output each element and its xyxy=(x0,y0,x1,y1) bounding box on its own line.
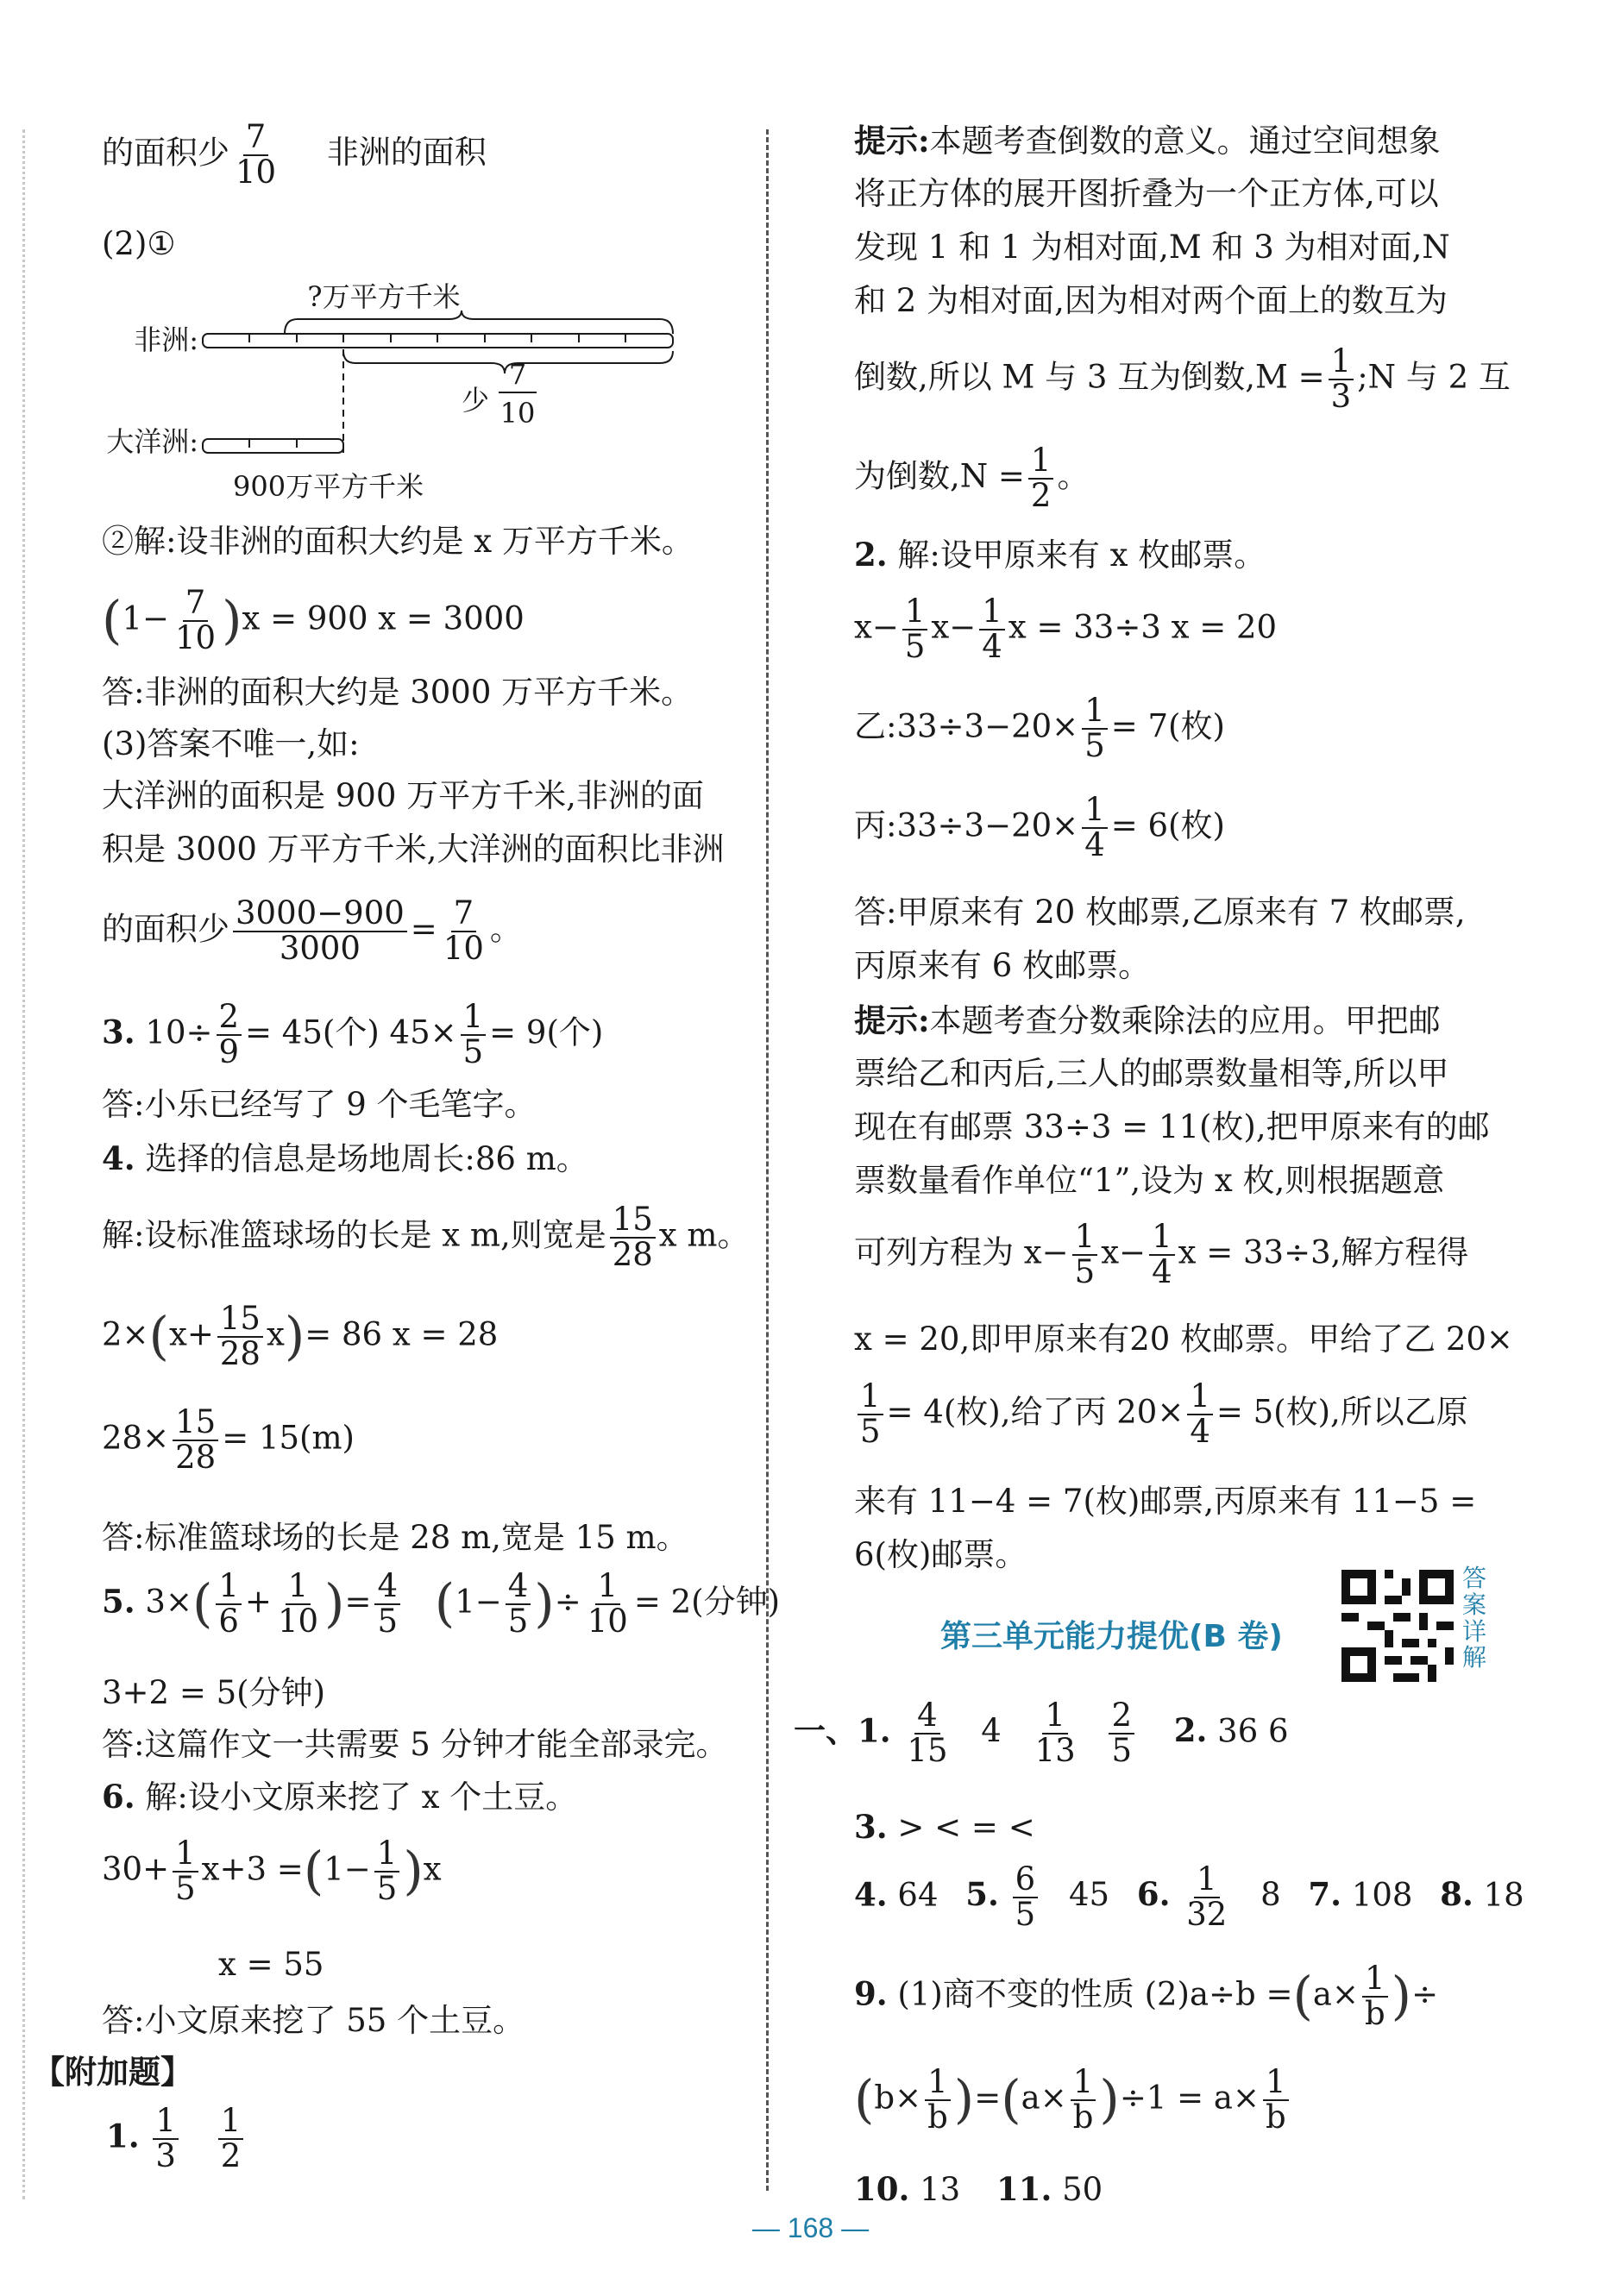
hint-1: 提示:本题考查倒数的意义。通过空间想象 xyxy=(854,122,1441,160)
line: 答:标准篮球场的长是 28 m,宽是 15 m。 xyxy=(102,1519,688,1556)
africa-ticks xyxy=(249,334,625,342)
line: ②解:设非洲的面积大约是 x 万平方千米。 xyxy=(102,523,694,560)
line: 现在有邮票 33÷3 = 11(枚),把甲原来有的邮 xyxy=(854,1108,1490,1145)
line: 答:小文原来挖了 55 个土豆。 xyxy=(102,2002,525,2039)
question-2: 2. 解:设甲原来有 x 枚邮票。 xyxy=(854,536,1266,574)
fraction: $\frac{7}{10}$ xyxy=(236,118,277,191)
equation-line: 2×(x+ $\frac{15}{28}$ x)= 86 x = 28 xyxy=(102,1300,499,1372)
binding-edge xyxy=(22,129,28,2199)
less-denominator: 10 xyxy=(499,397,536,430)
answers-10-11: 10. 13 11. 50 xyxy=(854,2170,1103,2208)
oceania-bar xyxy=(203,439,343,453)
fraction: $\frac{7}{10}$ xyxy=(443,894,484,967)
qr-caption: 答案详解 xyxy=(1462,1564,1487,1672)
fraction: $\frac{7}{10}$ xyxy=(174,584,217,656)
line: 6(枚)邮票。 xyxy=(854,1536,1027,1573)
line: 积是 3000 万平方千米,大洋洲的面积比非洲 xyxy=(102,831,725,868)
line: 丙原来有 6 枚邮票。 xyxy=(854,947,1151,984)
line: 来有 11−4 = 7(枚)邮票,丙原来有 11−5 = xyxy=(854,1483,1477,1520)
oceania-ticks xyxy=(249,439,297,448)
line: 答:这篇作文一共需要 5 分钟才能全部录完。 xyxy=(102,1726,728,1763)
segment-diagram xyxy=(106,280,725,513)
section-1-answers: 一、1. $\frac{4}{15}$ 4 $\frac{1}{13}$ $\frac{2}{5}$ 2. 36 6 xyxy=(794,1697,1289,1769)
line: $\frac{1}{5}$ = 4(枚),给了丙 20× $\frac{1}{4}$ = 5(枚),所以乙原 xyxy=(854,1380,1468,1449)
line: x = 20,即甲原来有20 枚邮票。甲给了乙 20× xyxy=(854,1321,1513,1358)
question-4: 4. 选择的信息是场地周长:86 m。 xyxy=(102,1139,588,1177)
line: 可列方程为 x− $\frac{1}{5}$ x− $\frac{1}{4}$ x = 33÷3,解方程得 xyxy=(854,1218,1469,1290)
fraction: $\frac{3000-900}{3000}$ xyxy=(233,897,407,966)
line: 票给乙和丙后,三人的邮票数量相等,所以甲 xyxy=(854,1055,1449,1092)
line: 答:小乐已经写了 9 个毛笔字。 xyxy=(102,1086,537,1123)
diagram-bottom-label: 900万平方千米 xyxy=(233,470,424,503)
less-label: 少 xyxy=(462,384,490,417)
africa-label: 非洲: xyxy=(134,323,198,356)
top-brace xyxy=(285,311,673,334)
extra-question-1: 1. $\frac{1}{3}$ $\frac{1}{2}$ xyxy=(106,2105,247,2174)
page-number: — 168 — xyxy=(751,2212,870,2243)
diagram-top-label: ?万平方千米 xyxy=(307,280,461,313)
answers-4-8: 4. 64 5. $\frac{6}{5}$ 45 6. $\frac{1}{32}$ 8 7. 108 8. 18 xyxy=(854,1860,1524,1933)
line: 的面积少 $\frac{3000-900}{3000}$ = $\frac{7}{10}$ 。 xyxy=(102,894,522,967)
equation-line: (1− $\frac{7}{10}$ )x = 900 x = 3000 xyxy=(102,584,525,656)
equation-line: x− $\frac{1}{5}$ x− $\frac{1}{4}$ x = 33÷3 x = 20 xyxy=(854,593,1278,665)
answer-9: 9. (1)商不变的性质 (2)a÷b =(a× $\frac{1}{b}$ )÷ xyxy=(854,1960,1439,2032)
line: (3)答案不唯一,如: xyxy=(102,725,360,762)
answer-9-cont: (b× $\frac{1}{b}$ )=(a× $\frac{1}{b}$ )÷1 = a× $\frac{1}{b}$ xyxy=(854,2066,1292,2135)
less-numerator: 7 xyxy=(508,358,527,391)
line: 答:甲原来有 20 枚邮票,乙原来有 7 枚邮票, xyxy=(854,894,1466,931)
line: 和 2 为相对面,因为相对两个面上的数互为 xyxy=(854,282,1448,319)
line: 将正方体的展开图折叠为一个正方体,可以 xyxy=(854,175,1439,212)
question-5: 5. 3×( $\frac{1}{6}$ + $\frac{1}{10}$ )= $\frac{4}{5}$ (1− $\frac{4}{5}$ )÷ $\frac{1}{10}$ = 2(分钟) xyxy=(102,1567,781,1640)
unit-title: 第三单元能力提优(B 卷) xyxy=(940,1619,1283,1654)
column-divider xyxy=(766,129,769,2191)
equation-line: 乙:33÷3−20× $\frac{1}{5}$ = 7(枚) xyxy=(854,692,1225,764)
extra-section-title: 【附加题】 xyxy=(33,2054,192,2091)
equation-line: 30+ $\frac{1}{5}$ x+3 =(1− $\frac{1}{5}$ )x xyxy=(102,1835,442,1907)
equation-line: 28× $\frac{15}{28}$ = 15(m) xyxy=(102,1403,355,1476)
answer-3: 3. > < = < xyxy=(854,1808,1035,1846)
line: 倒数,所以 M 与 3 互为倒数,M = $\frac{1}{3}$ ;N 与 2 互 xyxy=(854,342,1511,415)
line: 为倒数,N = $\frac{1}{2}$ 。 xyxy=(854,442,1090,514)
question-6: 6. 解:设小文原来挖了 x 个土豆。 xyxy=(102,1778,578,1816)
equation-line: 丙:33÷3−20× $\frac{1}{4}$ = 6(枚) xyxy=(854,791,1225,863)
line: 发现 1 和 1 为相对面,M 和 3 为相对面,N xyxy=(854,229,1450,266)
question-3: 3. 10÷ $\frac{2}{9}$ = 45(个) 45× $\frac{1}{5}$ = 9(个) xyxy=(102,998,604,1070)
line: (2)① xyxy=(102,225,176,262)
line: x = 55 xyxy=(218,1946,324,1983)
line: 大洋洲的面积是 900 万平方千米,非洲的面 xyxy=(102,777,704,814)
qr-code[interactable] xyxy=(1341,1570,1454,1682)
line: 票数量看作单位“1”,设为 x 枚,则根据题意 xyxy=(854,1162,1445,1199)
line: 解:设标准篮球场的长是 x m,则宽是 $\frac{15}{28}$ x m。 xyxy=(102,1201,750,1273)
line: 的面积少 $\frac{7}{10}$ 非洲的面积 xyxy=(102,118,487,191)
hint-2: 提示:本题考查分数乘除法的应用。甲把邮 xyxy=(854,1001,1441,1039)
line: 答:非洲的面积大约是 3000 万平方千米。 xyxy=(102,674,694,711)
line: 3+2 = 5(分钟) xyxy=(102,1674,326,1711)
oceania-label: 大洋洲: xyxy=(106,425,198,458)
